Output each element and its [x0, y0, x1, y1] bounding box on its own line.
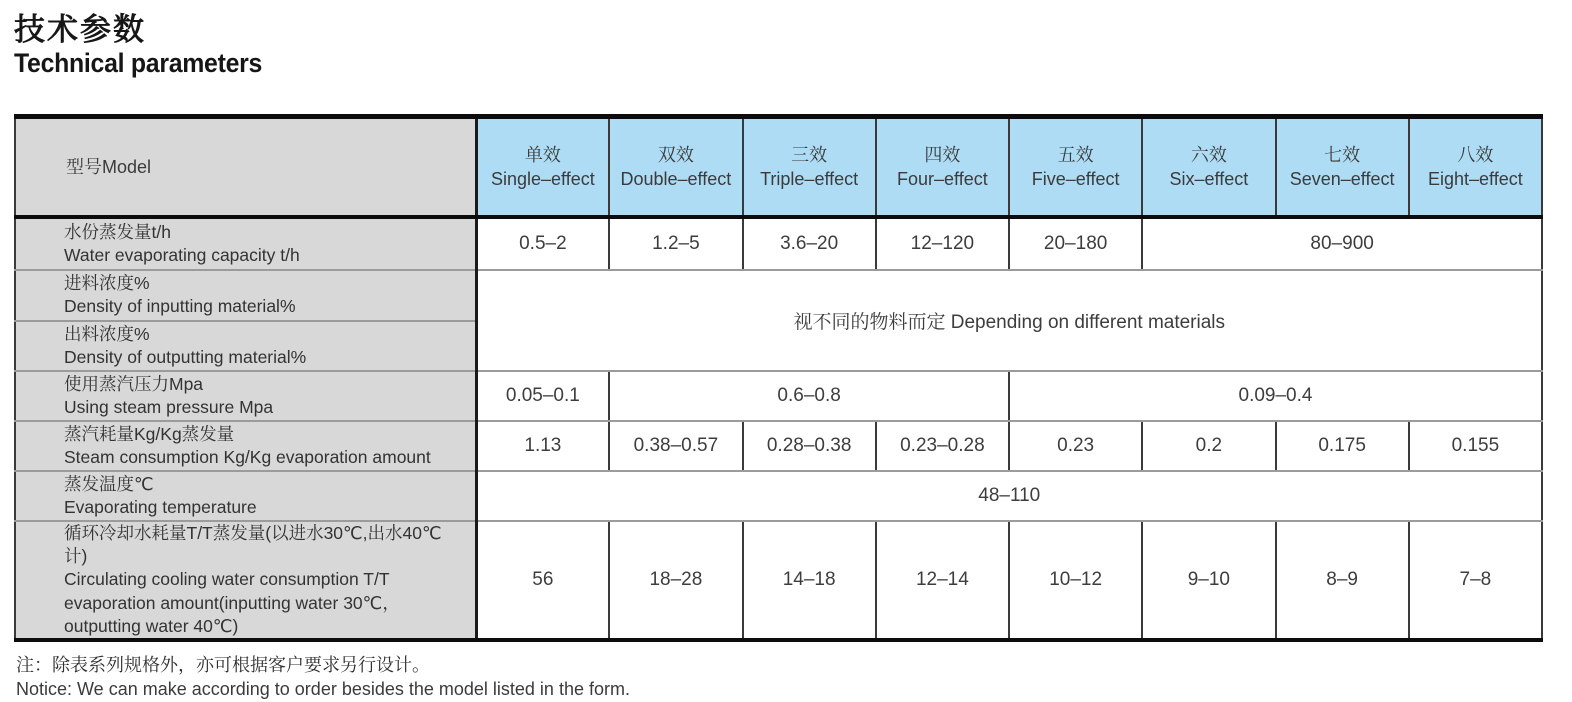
column-header-single-effect	[476, 117, 609, 217]
value-cell: 0.5–2	[476, 217, 609, 270]
row-label-en: Using steam pressure Mpa	[64, 396, 274, 417]
value-cell: 7–8	[1409, 521, 1542, 640]
column-label-en: Double–effect	[620, 169, 732, 190]
value-cell: 0.175	[1276, 421, 1409, 471]
row-label-en: Density of inputting material%	[64, 296, 296, 317]
value-cell: 0.6–0.8	[609, 371, 1009, 421]
row-label-zh: 蒸发温度℃	[64, 473, 154, 494]
table-row-steam-consumption	[15, 421, 1542, 471]
value-cell: 10–12	[1009, 521, 1142, 640]
row-label-steam-consumption	[15, 421, 476, 471]
note-en: Notice: We can make according to order besides the model listed in the form.	[16, 678, 630, 699]
page-title-zh: 技术参数	[14, 12, 146, 47]
row-label-outputting-density	[15, 321, 476, 371]
row-label-en: Water evaporating capacity t/h	[64, 244, 300, 265]
row-label-en: Density of outputting material%	[64, 346, 307, 367]
row-label-zh: 循环冷却水耗量T/T蒸发量(以进水30℃,出水40℃计)	[64, 522, 442, 567]
column-label-en: Six–effect	[1169, 169, 1249, 190]
column-label-zh: 单效	[524, 144, 561, 165]
column-label-zh: 三效	[791, 144, 828, 165]
value-cell: 0.38–0.57	[609, 421, 742, 471]
table-row-water-evaporating-capacity	[15, 217, 1542, 270]
row-label-en: Steam consumption Kg/Kg evaporation amount	[64, 446, 431, 467]
value-cell-depends-on-materials: 视不同的物料而定 Depending on different materials	[476, 270, 1542, 371]
row-label-cooling-water-consumption	[15, 521, 476, 640]
column-label-zh: 七效	[1324, 144, 1361, 165]
column-header-eight-effect	[1409, 117, 1542, 217]
column-label-en: Four–effect	[897, 169, 988, 190]
value-cell: 9–10	[1142, 521, 1275, 640]
table-row-cooling-water-consumption	[15, 521, 1542, 640]
technical-parameters-table	[14, 114, 1543, 642]
row-label-zh: 蒸汽耗量Kg/Kg蒸发量	[64, 423, 235, 444]
row-label-inputting-density	[15, 270, 476, 321]
column-header-triple-effect	[743, 117, 876, 217]
value-cell: 18–28	[609, 521, 742, 640]
value-cell: 0.05–0.1	[476, 371, 609, 421]
row-label-zh: 水份蒸发量t/h	[64, 221, 171, 242]
column-label-en: Five–effect	[1031, 169, 1120, 190]
column-header-seven-effect	[1276, 117, 1409, 217]
column-label-zh: 八效	[1457, 144, 1494, 165]
footer-notes	[16, 654, 1558, 702]
value-cell: 0.23	[1009, 421, 1142, 471]
row-label-water-evaporating-capacity	[15, 217, 476, 270]
value-cell: 80–900	[1142, 217, 1542, 270]
value-cell: 8–9	[1276, 521, 1409, 640]
column-label-en: Single–effect	[491, 169, 595, 190]
value-cell: 3.6–20	[743, 217, 876, 270]
column-label-zh: 六效	[1190, 144, 1227, 165]
value-cell: 0.155	[1409, 421, 1542, 471]
value-cell: 1.2–5	[609, 217, 742, 270]
column-header-four-effect	[876, 117, 1009, 217]
row-label-zh: 使用蒸汽压力Mpa	[64, 373, 204, 394]
column-header-five-effect	[1009, 117, 1142, 217]
page-title-en: Technical parameters	[14, 47, 263, 78]
value-cell: 12–120	[876, 217, 1009, 270]
value-cell-evaporating-temp-range: 48–110	[476, 471, 1542, 521]
row-label-zh: 出料浓度%	[64, 323, 150, 344]
row-label-en: Evaporating temperature	[64, 496, 257, 517]
value-cell: 56	[476, 521, 609, 640]
value-cell: 14–18	[743, 521, 876, 640]
table-row-steam-pressure	[15, 371, 1542, 421]
value-cell: 0.23–0.28	[876, 421, 1009, 471]
value-cell: 12–14	[876, 521, 1009, 640]
row-label-steam-pressure	[15, 371, 476, 421]
column-label-zh: 双效	[657, 144, 694, 165]
value-cell: 0.09–0.4	[1009, 371, 1542, 421]
column-label-en: Seven–effect	[1289, 169, 1395, 190]
column-header-six-effect	[1142, 117, 1275, 217]
model-header-cell: 型号Model	[15, 117, 476, 217]
value-cell: 0.2	[1142, 421, 1275, 471]
table-row-inputting-density	[15, 270, 1542, 321]
column-label-zh: 四效	[924, 144, 961, 165]
column-label-en: Triple–effect	[760, 169, 859, 190]
column-label-en: Eight–effect	[1428, 169, 1523, 190]
column-label-zh: 五效	[1057, 144, 1094, 165]
row-label-zh: 进料浓度%	[64, 273, 150, 294]
row-label-en: Circulating cooling water consumption T/T evaporation amount(inputting water 30℃， outputting water 40℃)	[64, 569, 400, 636]
column-header-double-effect	[609, 117, 742, 217]
value-cell: 0.28–0.38	[743, 421, 876, 471]
row-label-evaporating-temperature	[15, 471, 476, 521]
note-zh: 注：除表系列规格外，亦可根据客户要求另行设计。	[16, 655, 430, 676]
header-row	[15, 117, 1542, 217]
value-cell: 20–180	[1009, 217, 1142, 270]
value-cell: 1.13	[476, 421, 609, 471]
table-row-evaporating-temperature	[15, 471, 1542, 521]
